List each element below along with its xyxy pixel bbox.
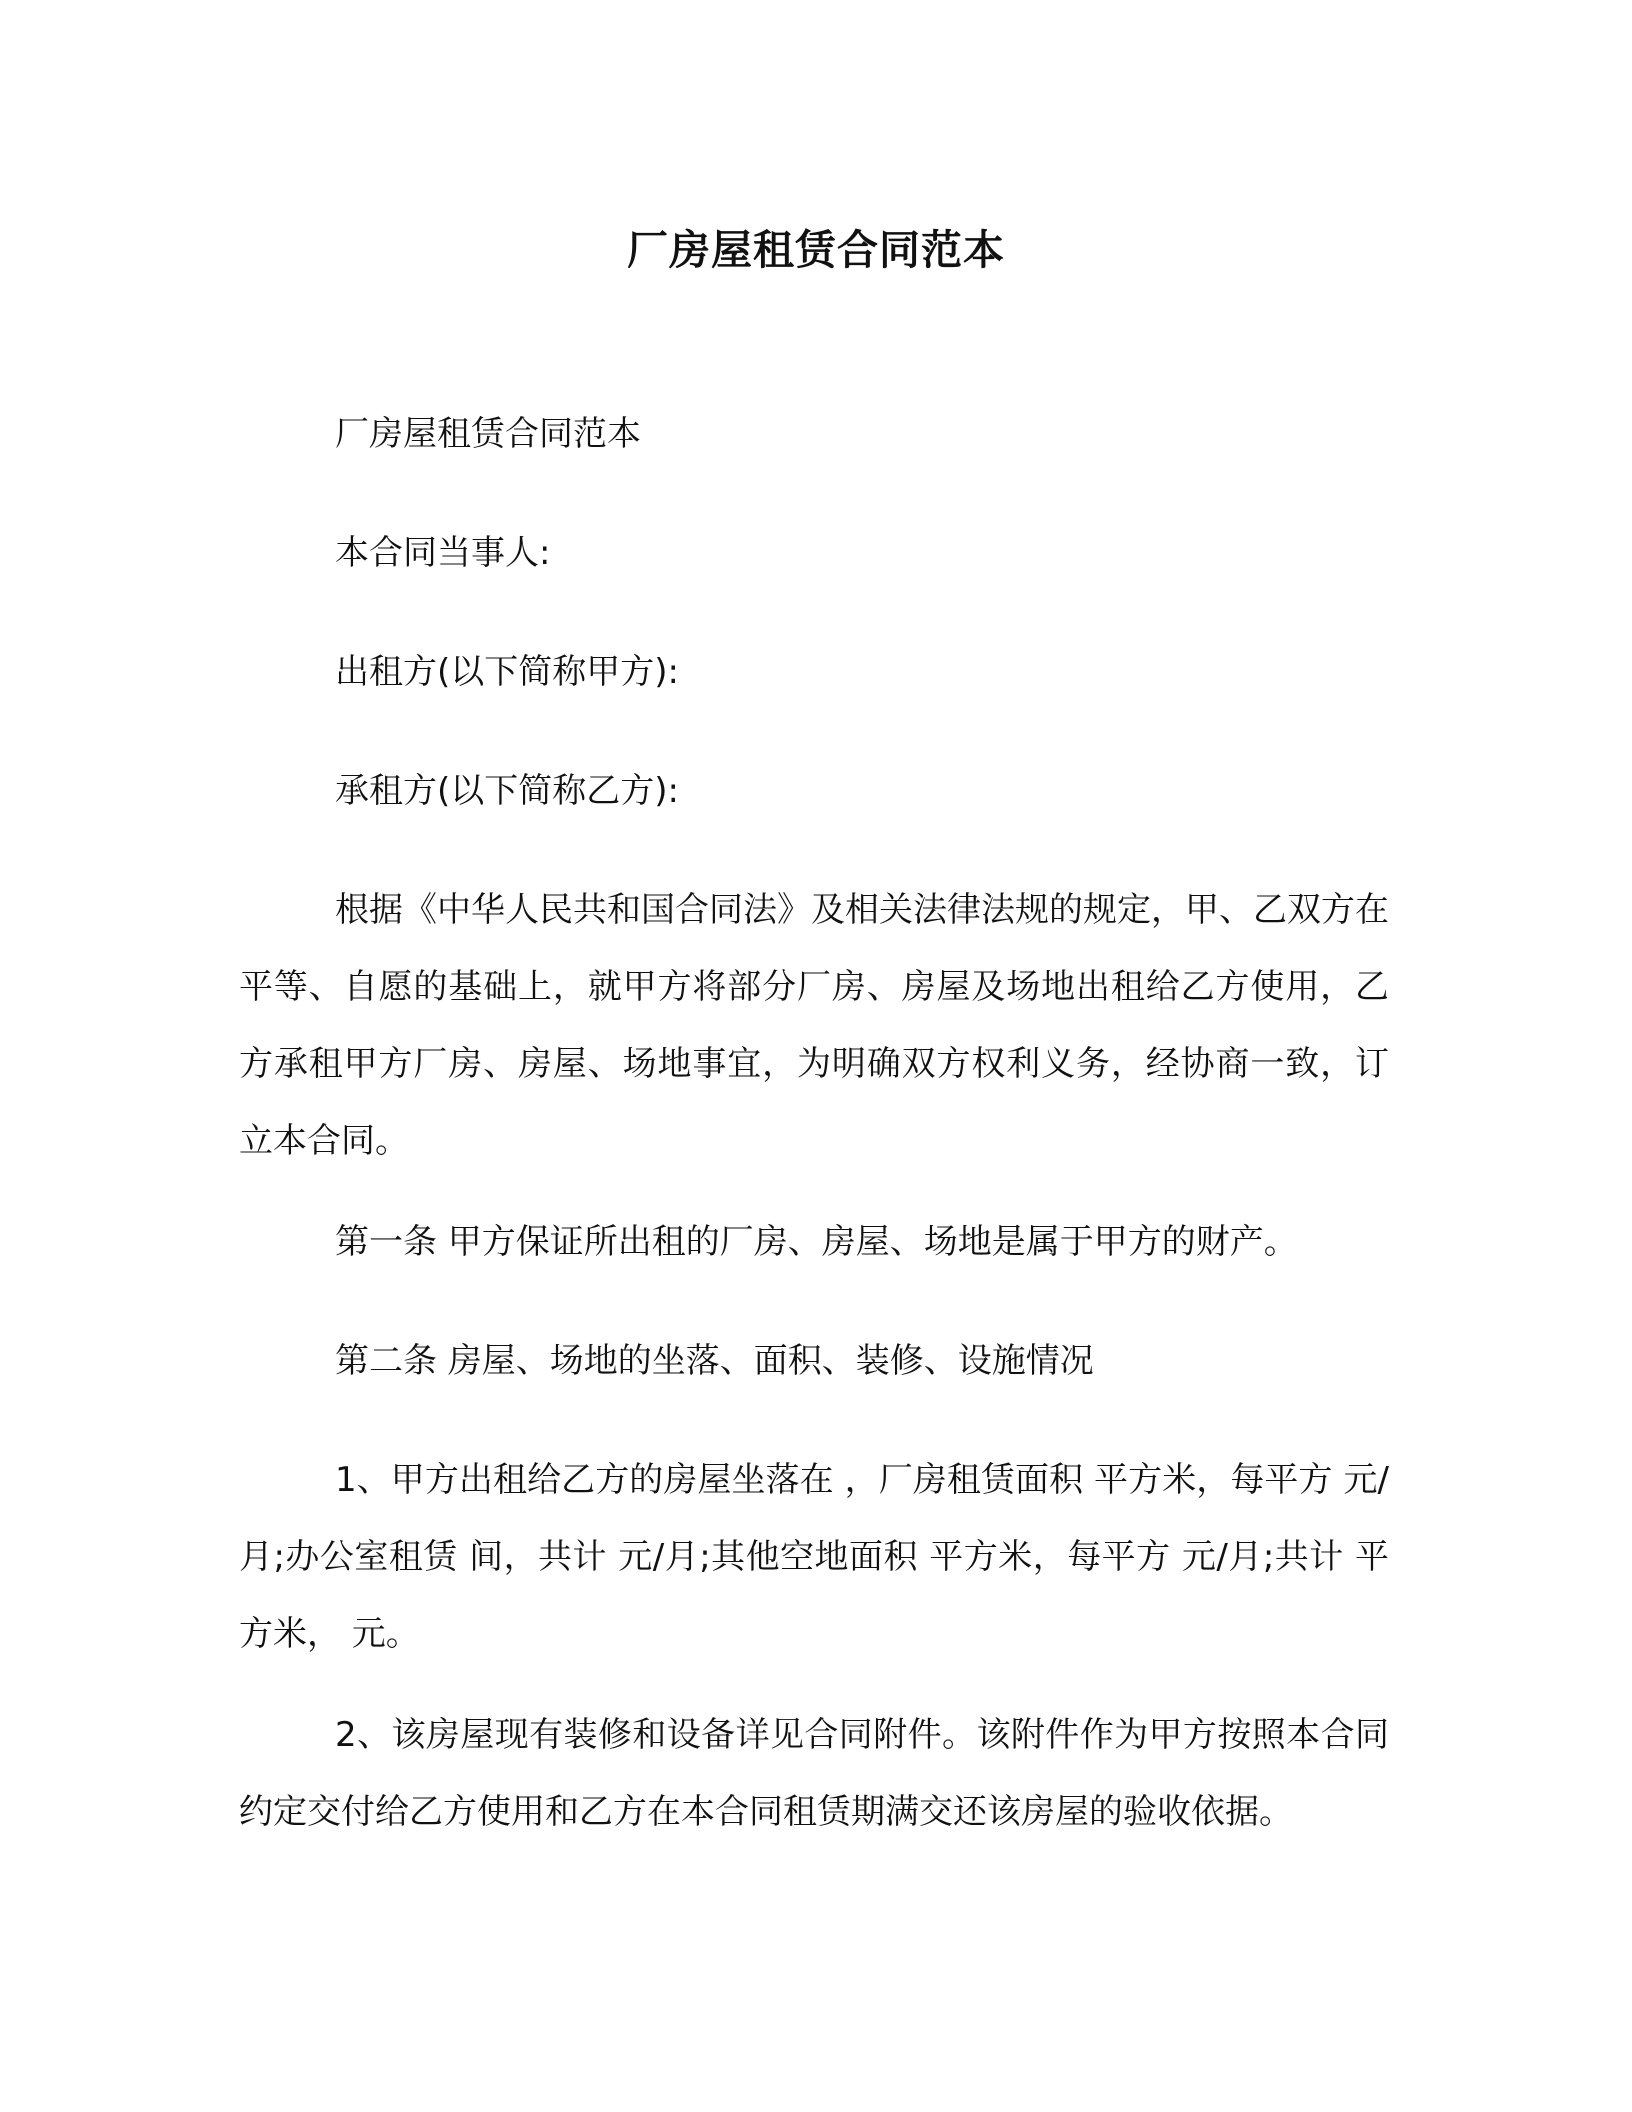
paragraph-clause-1: 1、甲方出租给乙方的房屋坐落在 ，厂房租赁面积 平方米，每平方 元/月;办公室租赁 间，共计 元/月;其他空地面积 平方米，每平方 元/月;共计 平方米， 元。 <box>239 1460 1389 1654</box>
paragraph-subtitle: 厂房屋租赁合同范本 <box>335 414 641 454</box>
paragraph-article-2: 第二条 房屋、场地的坐落、面积、装修、设施情况 <box>335 1341 1094 1381</box>
paragraph-article-1: 第一条 甲方保证所出租的厂房、房屋、场地是属于甲方的财产。 <box>335 1222 1298 1262</box>
paragraph-parties-heading: 本合同当事人: <box>335 533 551 573</box>
paragraph-clause-2: 2、该房屋现有装修和设备详见合同附件。该附件作为甲方按照本合同约定交付给乙方使用和乙方在本合同租赁期满交还该房屋的验收依据。 <box>239 1715 1389 1832</box>
paragraph-preamble: 根据《中华人民共和国合同法》及相关法律法规的规定，甲、乙双方在平等、自愿的基础上，就甲方将部分厂房、房屋及场地出租给乙方使用，乙方承租甲方厂房、房屋、场地事宜，为明确双方权利义务，经协商一致，订立本合同。 <box>239 890 1389 1161</box>
document-title: 厂房屋租赁合同范本 <box>627 226 1005 274</box>
paragraph-lessor: 出租方(以下简称甲方): <box>335 652 679 692</box>
paragraph-lessee: 承租方(以下简称乙方): <box>335 771 679 811</box>
document-body <box>239 396 1389 1893</box>
